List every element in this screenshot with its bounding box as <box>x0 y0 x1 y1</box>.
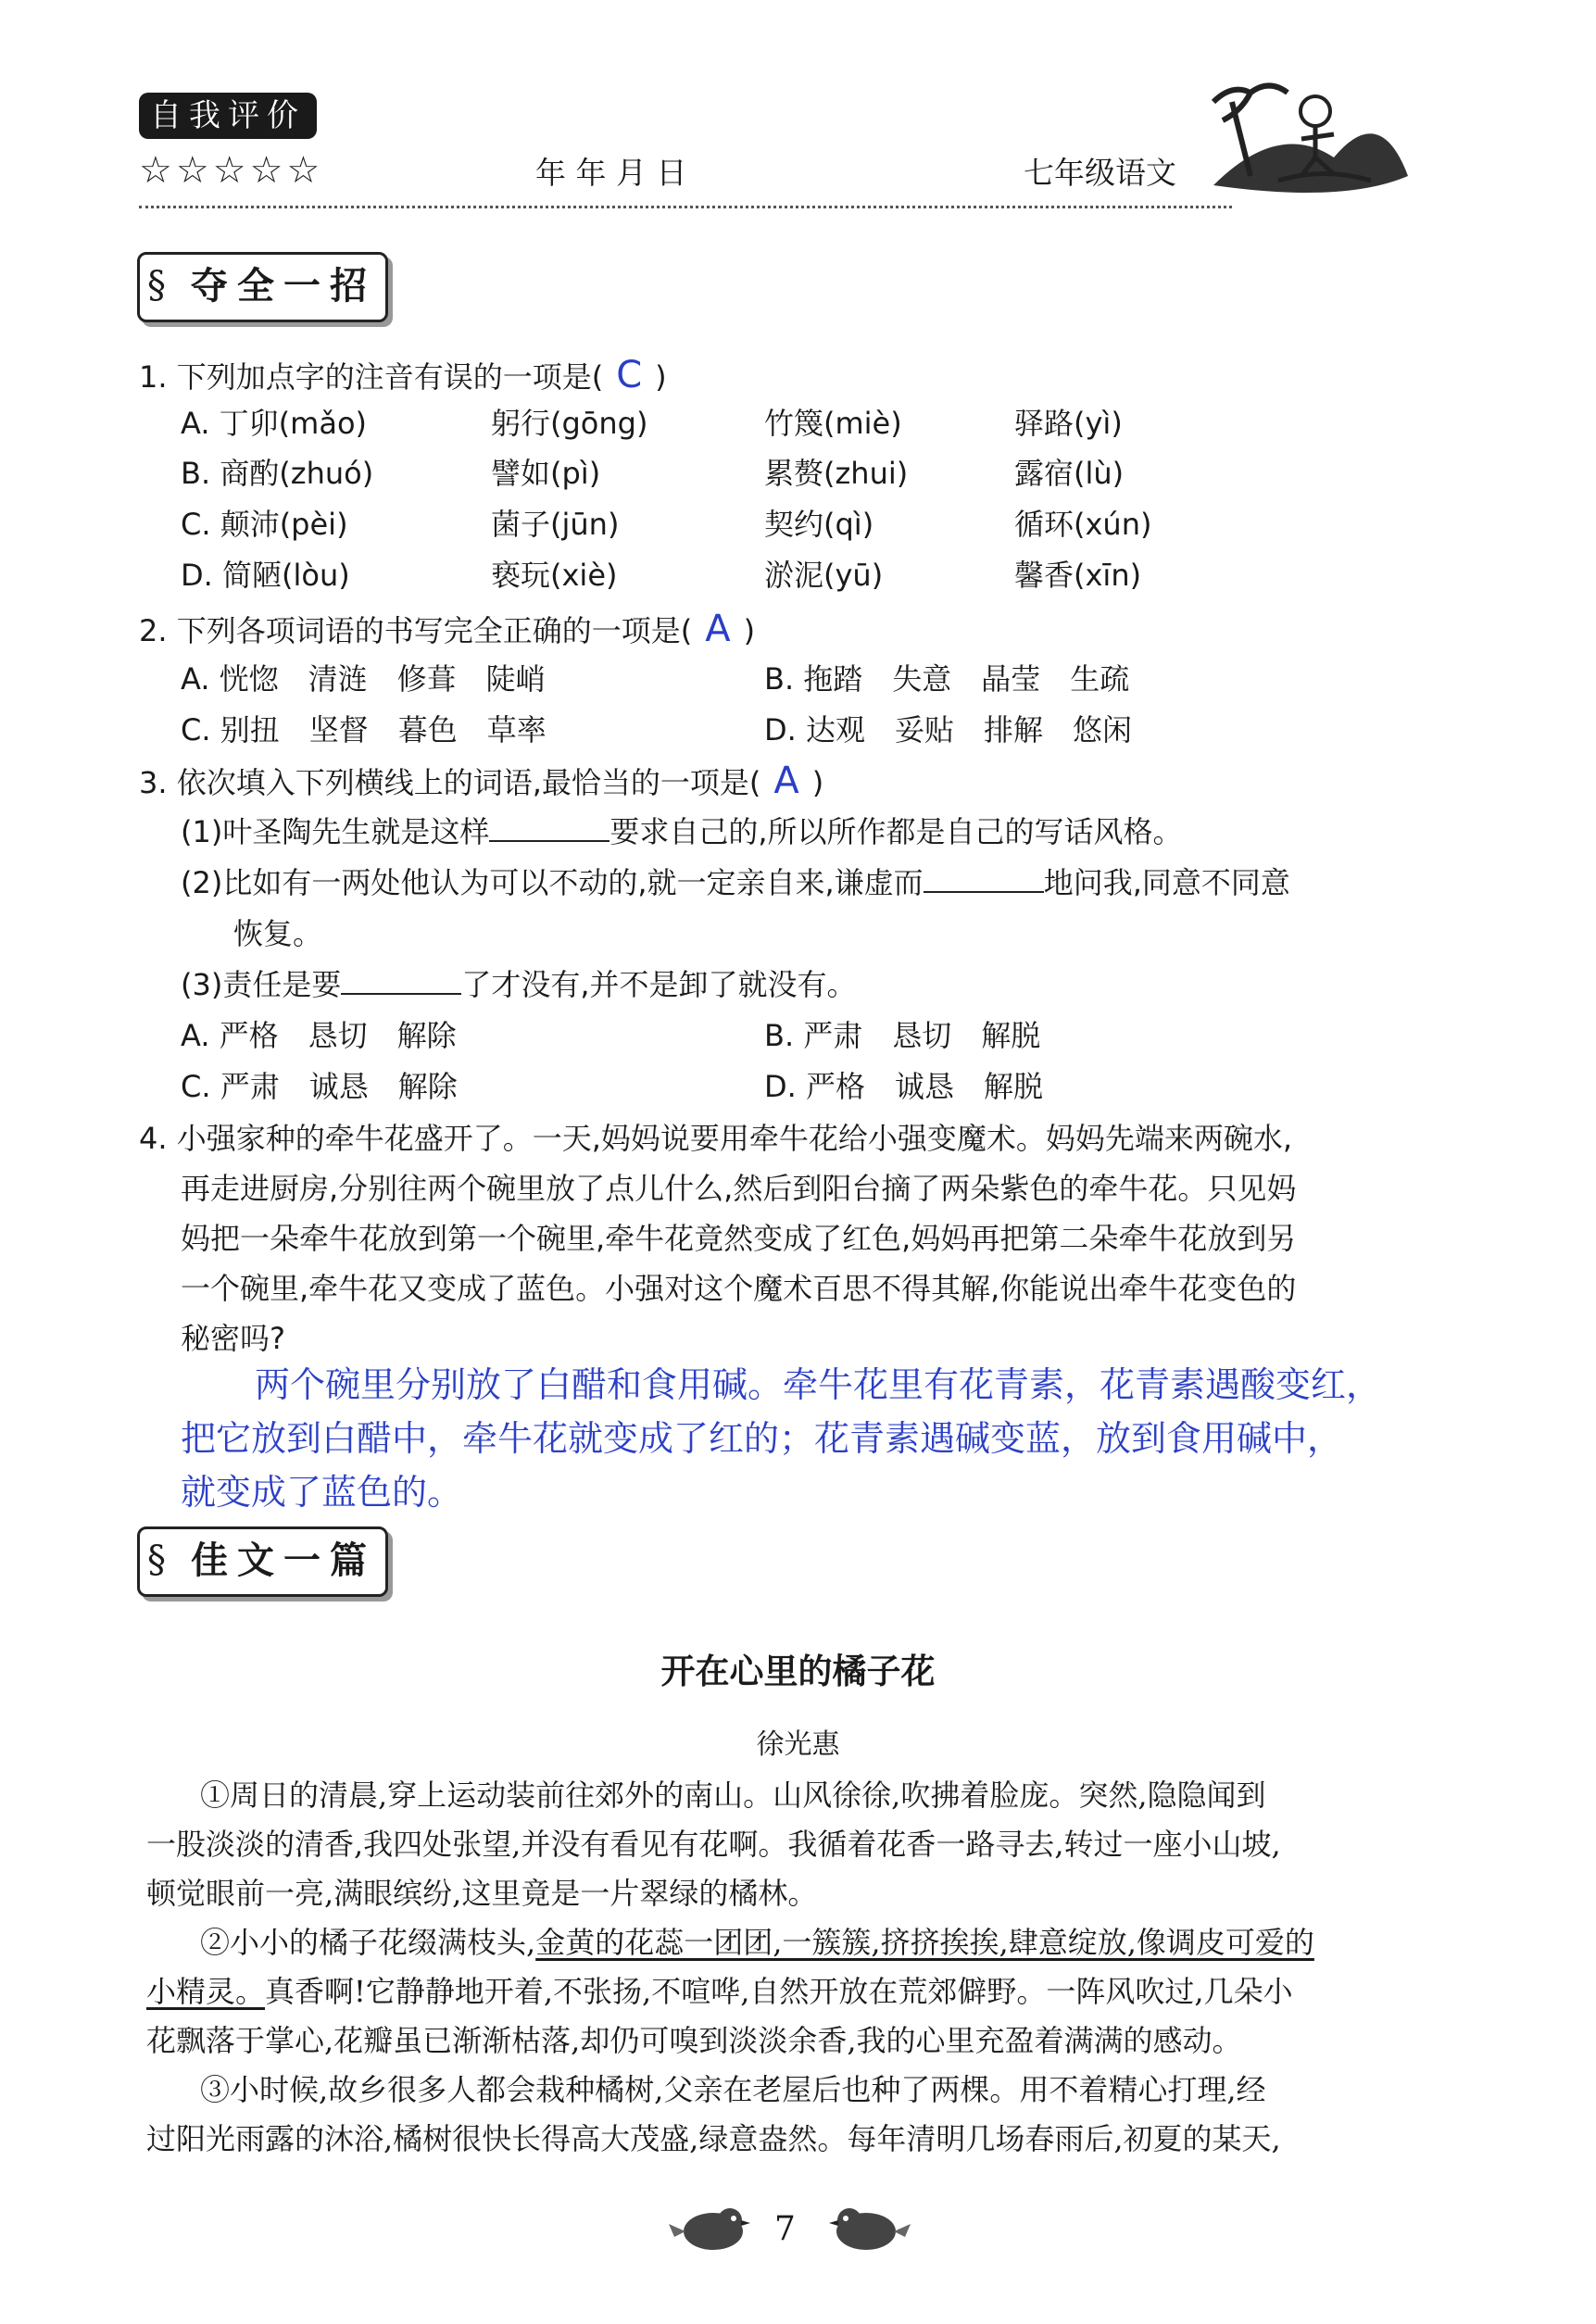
essay-title: 开在心里的橘子花 <box>660 1652 936 1691</box>
underlined-phrase: 小精灵。 <box>146 1974 266 2009</box>
q3-line-3: (3)责任是要 了才没有,并不是卸了就没有。 <box>181 967 857 1002</box>
fill-blank[interactable] <box>489 812 609 842</box>
q2-option: B. 拖踏 失意 晶莹 生疏 <box>764 661 1130 697</box>
essay-paragraph-3: ③小时候,故乡很多人都会栽种橘树,父亲在老屋后也种了两棵。用不着精心打理,经 过阳光雨露的沐浴,橘树很快长得高大茂盛,绿意盎然。每年清明几场春雨后,初夏的某天, <box>146 2072 1281 2156</box>
essay-author: 徐光惠 <box>756 1728 840 1761</box>
date-label: 年 年 月 日 <box>535 155 687 191</box>
underlined-phrase: 金黄的花蕊一团团,一簇簇,挤挤挨挨,肆意绽放,像调皮可爱的 <box>535 1925 1314 1960</box>
self-evaluation-badge: 自我评价 <box>139 93 317 139</box>
q1-option: A. 丁卯(mǎo) <box>181 406 368 441</box>
fill-blank[interactable] <box>924 863 1044 893</box>
q1-option: D. 简陋(lòu) <box>181 558 350 593</box>
q2-answer: A <box>705 608 731 650</box>
q1-option: C. 颠沛(pèi) <box>181 507 348 542</box>
subject-label: 七年级语文 <box>1024 155 1176 191</box>
q4-line: 再走进厨房,分别往两个碗里放了点儿什么,然后到阳台摘了两朵紫色的牵牛花。只见妈 <box>181 1171 1297 1206</box>
section-title: 夺全一招 <box>191 265 376 308</box>
q3-line-1: (1)叶圣陶先生就是这样 要求自己的,所以所作都是自己的写话风格。 <box>181 814 1183 849</box>
q4-line: 妈把一朵牵牛花放到第一个碗里,牵牛花竟然变成了红色,妈妈再把第二朵牵牛花放到另 <box>181 1221 1297 1256</box>
fill-blank[interactable] <box>341 965 461 995</box>
q1-option: 馨香(xīn) <box>1014 558 1142 593</box>
q4-line: 4. 小强家种的牵牛花盛开了。一天,妈妈说要用牵牛花给小强变魔术。妈妈先端来两碗水, <box>139 1121 1293 1156</box>
swirl-icon: § <box>147 264 166 307</box>
q1-option: 累赘(zhui) <box>764 456 909 491</box>
question-4 <box>139 1113 1296 1363</box>
q3-option: D. 严格 诚恳 解脱 <box>764 1069 1043 1104</box>
swirl-icon: § <box>147 1539 166 1581</box>
q2-option: D. 达观 妥贴 排解 悠闲 <box>764 712 1132 747</box>
essay-paragraph-1: ①周日的清晨,穿上运动装前往郊外的南山。山风徐徐,吹拂着脸庞。突然,隐隐闻到 一股淡淡的清香,我四处张望,并没有看见有花啊。我循着花香一路寻去,转过一座小山坡, 顿觉眼前一亮,满眼缤纷,这里竟是一片翠绿的橘林。 <box>146 1778 1281 1911</box>
q1-option: 驿路(yì) <box>1014 406 1123 441</box>
surfer-illustration-icon <box>1195 65 1417 204</box>
q1-option: 露宿(lù) <box>1014 456 1125 491</box>
essay-paragraph-2: ②小小的橘子花缀满枝头,金黄的花蕊一团团,一簇簇,挤挤挨挨,肆意绽放,像调皮可爱的 小精灵。真香啊!它静静地开着,不张扬,不喧哗,自然开放在荒郊僻野。一阵风吹过,几朵小 花飘落于掌心,花瓣虽已渐渐枯落,却仍可嗅到淡淡余香,我的心里充盈着满满的感动。 <box>146 1925 1314 2058</box>
section-label-tips <box>137 252 388 322</box>
q1-option: 竹篾(miè) <box>764 406 902 441</box>
page-number: 7 <box>774 2210 796 2248</box>
q3-option: B. 严肃 恳切 解脱 <box>764 1018 1041 1053</box>
question-3-stem: 3. 依次填入下列横线上的词语,最恰当的一项是( A ) <box>139 760 824 802</box>
q1-option: 循环(xún) <box>1014 507 1152 542</box>
q1-option: 亵玩(xiè) <box>491 558 618 593</box>
q3-option: A. 严格 恳切 解除 <box>181 1018 457 1053</box>
q4-line: 秘密吗? <box>181 1321 285 1356</box>
q2-option: C. 别扭 坚督 暮色 草率 <box>181 712 547 747</box>
rating-stars[interactable]: ☆☆☆☆☆ <box>139 149 324 192</box>
q1-option: 譬如(pì) <box>491 456 601 491</box>
q1-option: 躬行(gōng) <box>491 406 648 441</box>
q3-option: C. 严肃 诚恳 解除 <box>181 1069 458 1104</box>
bird-left-icon <box>667 2200 750 2255</box>
q2-option: A. 恍惚 清涟 修葺 陡峭 <box>181 661 546 697</box>
q1-option: 契约(qì) <box>764 507 874 542</box>
q3-line-2-cont: 恢复。 <box>233 916 323 951</box>
q3-answer: A <box>773 760 799 802</box>
section-label-essay <box>137 1526 388 1597</box>
q1-answer: C <box>616 354 643 396</box>
bird-right-icon <box>829 2200 912 2255</box>
question-2-stem: 2. 下列各项词语的书写完全正确的一项是( A ) <box>139 608 756 650</box>
q4-line: 一个碗里,牵牛花又变成了蓝色。小强对这个魔术百思不得其解,你能说出牵牛花变色的 <box>181 1271 1297 1306</box>
q3-line-2: (2)比如有一两处他认为可以不动的,就一定亲自来,谦虚而 地问我,同意不同意 <box>181 865 1290 900</box>
q1-option: 菌子(jūn) <box>491 507 620 542</box>
section-title: 佳文一篇 <box>191 1539 376 1582</box>
q1-option: 淤泥(yū) <box>764 558 884 593</box>
q4-handwritten-answer: 两个碗里分别放了白醋和食用碱。牵牛花里有花青素，花青素遇酸变红， 把它放到白醋中，牵牛花就变成了红的；花青素遇碱变蓝，放到食用碱中， 就变成了蓝色的。 <box>181 1364 1382 1513</box>
q1-option: B. 商酌(zhuó) <box>181 456 374 491</box>
question-1-stem: 1. 下列加点字的注音有误的一项是( C ) <box>139 354 667 396</box>
header-divider <box>139 206 1232 208</box>
